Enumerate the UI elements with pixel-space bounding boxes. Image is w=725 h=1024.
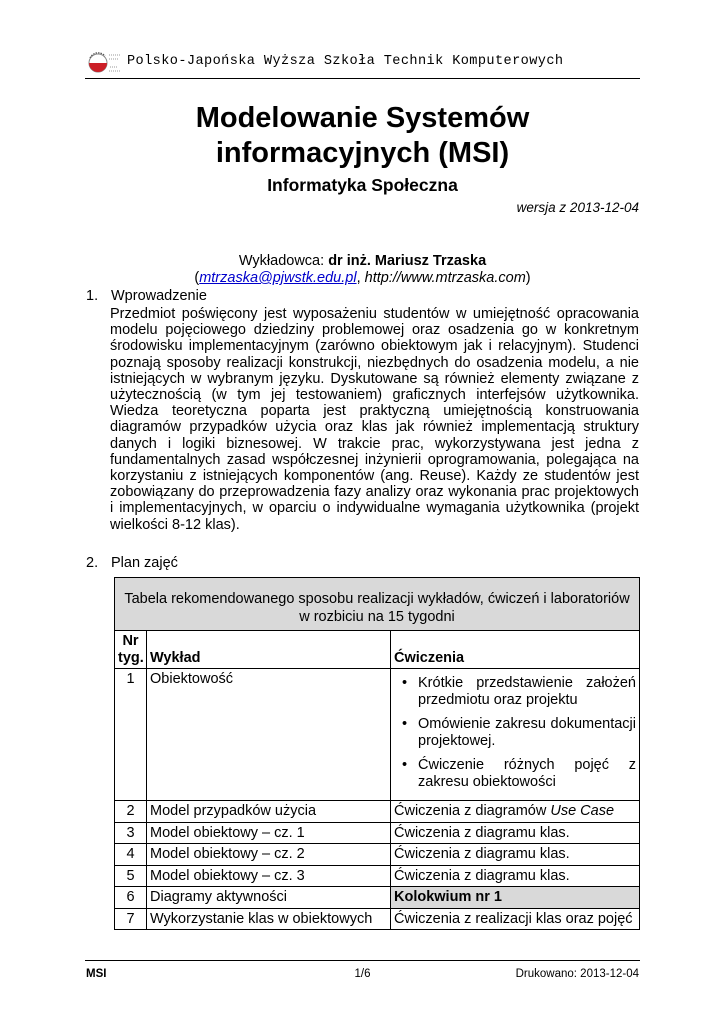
page-header <box>85 48 640 79</box>
week-number: 1 <box>115 669 147 801</box>
section-title: Plan zajęć <box>111 555 178 571</box>
table-caption-row <box>115 578 640 631</box>
table-row <box>115 865 640 887</box>
document-title <box>0 101 725 171</box>
exercise-cell-exam: Kolokwium nr 1 <box>391 887 640 909</box>
lecture-topic: Diagramy aktywności <box>147 887 391 909</box>
lecturer-name: dr inż. Mariusz Trzaska <box>328 253 487 269</box>
lecture-topic: Model obiektowy – cz. 1 <box>147 822 391 844</box>
contact-line <box>0 270 725 287</box>
table-caption: Tabela rekomendowanego sposobu realizacji wykładów, ćwiczeń i laboratoriów w rozbiciu na 15 tygodni <box>115 578 640 631</box>
week-number: 6 <box>115 887 147 909</box>
list-item: • Krótkie przedstawienie założeń przedmiotu oraz projektu <box>418 675 636 708</box>
header-week-line-2: tyg. <box>118 649 144 666</box>
week-number: 7 <box>115 908 147 930</box>
paren-open: ( <box>194 270 200 286</box>
footer-course: MSI <box>86 968 107 980</box>
week-number: 2 <box>115 801 147 823</box>
footer-page-number: 1/6 <box>354 968 371 980</box>
university-name: Polsko-Japońska Wyższa Szkoła Technik Komputerowych <box>127 54 564 69</box>
footer-print-date: Drukowano: 2013-12-04 <box>515 968 639 980</box>
university-logo-icon <box>85 50 125 76</box>
lecture-topic: Wykorzystanie klas w obiektowych <box>147 908 391 930</box>
exercise-text-italic: Use Case <box>550 803 615 819</box>
section-title: Wprowadzenie <box>111 288 207 304</box>
email-link[interactable]: mtrzaska@pjwstk.edu.pl <box>199 270 357 286</box>
table-row <box>115 908 640 930</box>
version-date: wersja z 2013-12-04 <box>516 200 639 215</box>
exercise-cell: Ćwiczenia z diagramu klas. <box>391 822 640 844</box>
exercise-cell <box>391 669 640 801</box>
paren-close: ) <box>525 270 531 286</box>
title-line-2: informacyjnych (MSI) <box>215 137 510 169</box>
week-number: 5 <box>115 865 147 887</box>
header-week-line-1: Nr <box>122 633 139 649</box>
section-number: 2. <box>86 555 99 571</box>
footer-divider <box>85 960 640 961</box>
week-number: 3 <box>115 822 147 844</box>
exercise-cell <box>391 801 640 823</box>
lecture-topic: Model przypadków użycia <box>147 801 391 823</box>
exercise-bullet-list <box>394 675 636 790</box>
table-row <box>115 801 640 823</box>
lecturer-label: Wykładowca: <box>238 253 329 269</box>
schedule-table <box>114 577 640 930</box>
website-text: http://www.mtrzaska.com <box>364 270 526 286</box>
intro-paragraph: Przedmiot poświęcony jest wyposażeniu studentów w umiejętność opracowania modelu pojęciowego dziedziny problemowej oraz osadzenia go w konkretnym środowisku implementacyjnym (zarówno obiektowym jak i relacyjnym). Studenci poznają sposoby realizacji konstrukcji, niezbędnych do osadzenia modelu, a nie istniejących w wybranym języku. Dyskutowane są również elementy związane z użytecznością (w tym jej testowaniem) graficznych interfejsów użytkownika. Wiedza teoretyczna poparta jest praktyczną umiejętnością konstruowania diagramów przypadków użycia oraz klas jak również implementacją struktury danych i logiki biznesowej. W trakcie prac, wykorzystywana jest jedna z fundamentalnych zasad współczesnej inżynierii oprogramowania, polegająca na korzystaniu z istniejących komponentów (ang. Reuse). Każdy ze studentów jest zobowiązany do przeprowadzenia fazy analizy oraz wykonania prac projektowych i implementacyjnych, w oparciu o indywidualne wymagania użytkownika (projekt wielkości 8-12 klas). <box>110 306 639 533</box>
contact-separator: , <box>356 270 365 286</box>
exercise-cell: Ćwiczenia z diagramu klas. <box>391 844 640 866</box>
table-row <box>115 844 640 866</box>
list-item: • Omówienie zakresu dokumentacji projektowej. <box>418 716 636 749</box>
list-item: • Ćwiczenie różnych pojęć z zakresu obiektowości <box>418 757 636 790</box>
title-line-1: Modelowanie Systemów <box>195 102 530 134</box>
table-row <box>115 669 640 801</box>
table-row <box>115 822 640 844</box>
header-lecture: Wykład <box>147 631 391 669</box>
exercise-cell: Ćwiczenia z realizacji klas oraz pojęć <box>391 908 640 930</box>
lecture-topic: Model obiektowy – cz. 2 <box>147 844 391 866</box>
exercise-text: Ćwiczenia z diagramów <box>394 803 551 819</box>
week-number: 4 <box>115 844 147 866</box>
table-header-row <box>115 631 640 669</box>
header-week <box>115 631 147 669</box>
header-exercises: Ćwiczenia <box>391 631 640 669</box>
lecture-topic: Obiektowość <box>147 669 391 801</box>
lecture-topic: Model obiektowy – cz. 3 <box>147 865 391 887</box>
lecturer-block <box>0 253 725 287</box>
document-subtitle: Informatyka Społeczna <box>267 175 458 195</box>
exercise-cell: Ćwiczenia z diagramu klas. <box>391 865 640 887</box>
lecturer-line <box>0 253 725 270</box>
section-number: 1. <box>86 288 99 304</box>
table-row <box>115 887 640 909</box>
